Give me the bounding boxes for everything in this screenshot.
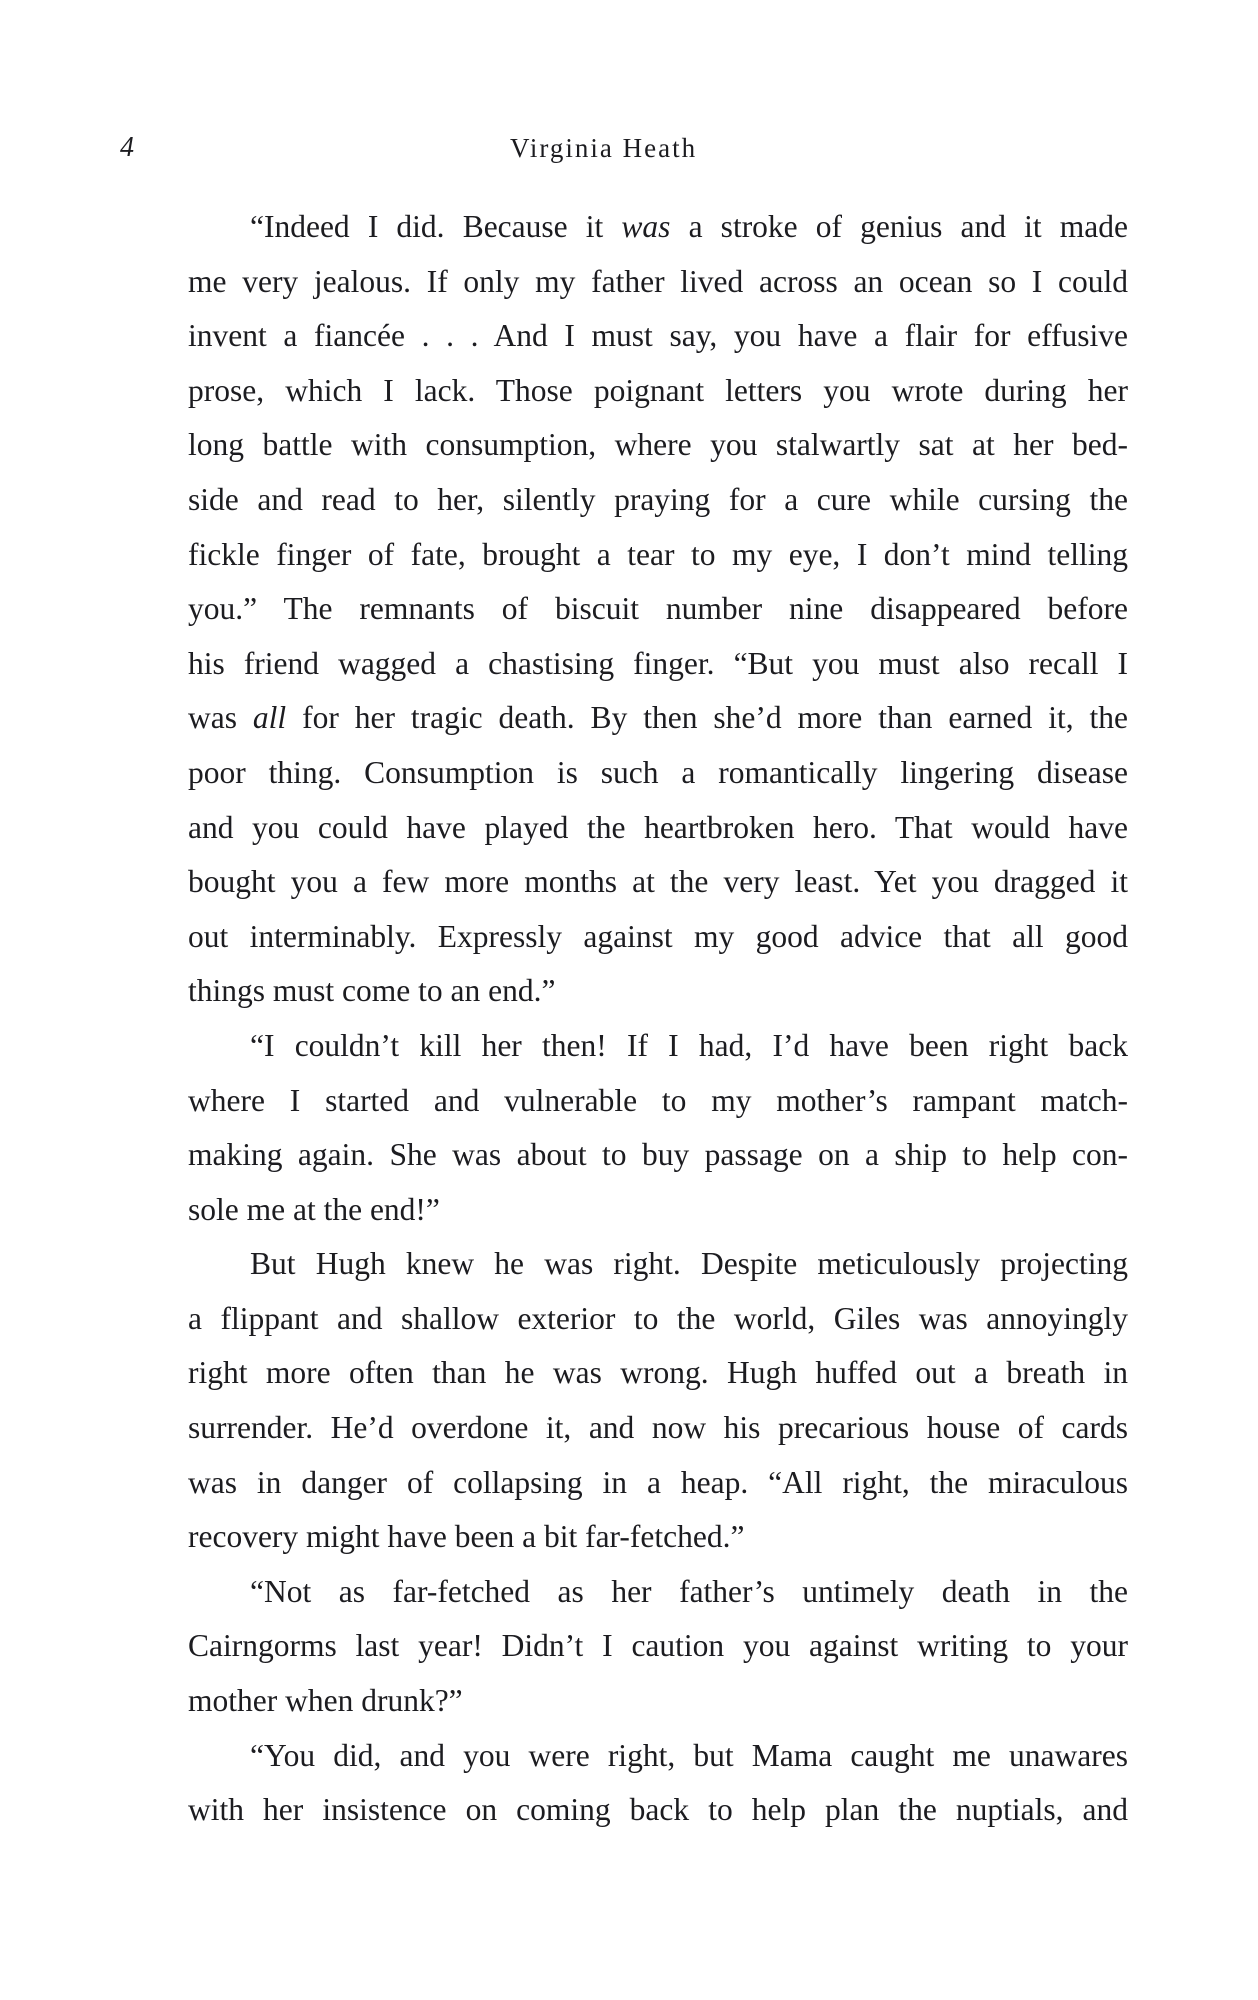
text-segment: a stroke of genius and it made — [670, 209, 1128, 244]
text-segment: was — [188, 700, 253, 736]
text-line: out interminably. Expressly against my good advice that all good — [188, 918, 1128, 954]
text-line: surrender. He’d overdone it, and now his precarious house of cards — [188, 1410, 1128, 1446]
text-segment: “Indeed I did. Because it — [250, 209, 622, 244]
text-line: right more often than he was wrong. Hugh huffed out a breath in — [188, 1355, 1128, 1391]
text-line: “Not as far-fetched as her father’s untimely death in the — [250, 1573, 1128, 1609]
text-segment: for her tragic death. By then she’d more than earned it, the — [286, 700, 1128, 736]
text-line: poor thing. Consumption is such a romantically lingering disease — [188, 754, 1128, 790]
emphasis-text: all — [252, 700, 287, 736]
text-line: “I couldn’t kill her then! If I had, I’d have been right back — [250, 1027, 1128, 1063]
running-head-author: Virginia Heath — [510, 133, 698, 163]
text-line: But Hugh knew he was right. Despite meticulously projecting — [250, 1246, 1128, 1282]
text-line: things must come to an end.” — [188, 973, 556, 1009]
text-line: where I started and vulnerable to my mother’s rampant match- — [188, 1082, 1128, 1118]
text-line — [122, 200, 1128, 255]
text-line: invent a fiancée . . . And I must say, you have a flair for effusive — [188, 318, 1128, 354]
text-line: Cairngorms last year! Didn’t I caution you against writing to your — [188, 1628, 1128, 1664]
paragraph-5 — [122, 1729, 1128, 1838]
emphasis-text: was — [621, 209, 671, 244]
paragraph-3 — [122, 1237, 1128, 1565]
text-line: prose, which I lack. Those poignant letters you wrote during her — [188, 372, 1128, 408]
text-line: recovery might have been a bit far-fetched.” — [188, 1519, 745, 1555]
text-line: fickle finger of fate, brought a tear to my eye, I don’t mind telling — [188, 536, 1128, 572]
text-line: a flippant and shallow exterior to the world, Giles was annoyingly — [188, 1300, 1128, 1336]
text-line: and you could have played the heartbroken hero. That would have — [188, 809, 1128, 845]
text-line: you.” The remnants of biscuit number nine disappeared before — [188, 591, 1128, 627]
text-line: making again. She was about to buy passage on a ship to help con- — [188, 1137, 1128, 1173]
text-line: was in danger of collapsing in a heap. “All right, the miraculous — [188, 1464, 1128, 1500]
paragraph-1 — [122, 200, 1128, 1019]
running-head — [0, 128, 1258, 168]
text-line: me very jealous. If only my father lived across an ocean so I could — [188, 263, 1128, 299]
text-line: long battle with consumption, where you stalwartly sat at her bed- — [188, 427, 1128, 463]
text-line: mother when drunk?” — [188, 1683, 463, 1719]
body-text — [122, 200, 1128, 1838]
text-line: “You did, and you were right, but Mama caught me unawares — [250, 1737, 1128, 1773]
paragraph-2 — [122, 1019, 1128, 1237]
page-number: 4 — [120, 132, 134, 163]
text-line: side and read to her, silently praying for a cure while cursing the — [188, 481, 1128, 517]
text-line: with her insistence on coming back to help plan the nuptials, and — [188, 1792, 1128, 1828]
text-line — [122, 691, 1128, 746]
text-line: his friend wagged a chastising finger. “But you must also recall I — [188, 645, 1128, 681]
paragraph-4 — [122, 1565, 1128, 1729]
text-line: bought you a few more months at the very least. Yet you dragged it — [188, 864, 1128, 900]
text-line: sole me at the end!” — [188, 1191, 440, 1227]
